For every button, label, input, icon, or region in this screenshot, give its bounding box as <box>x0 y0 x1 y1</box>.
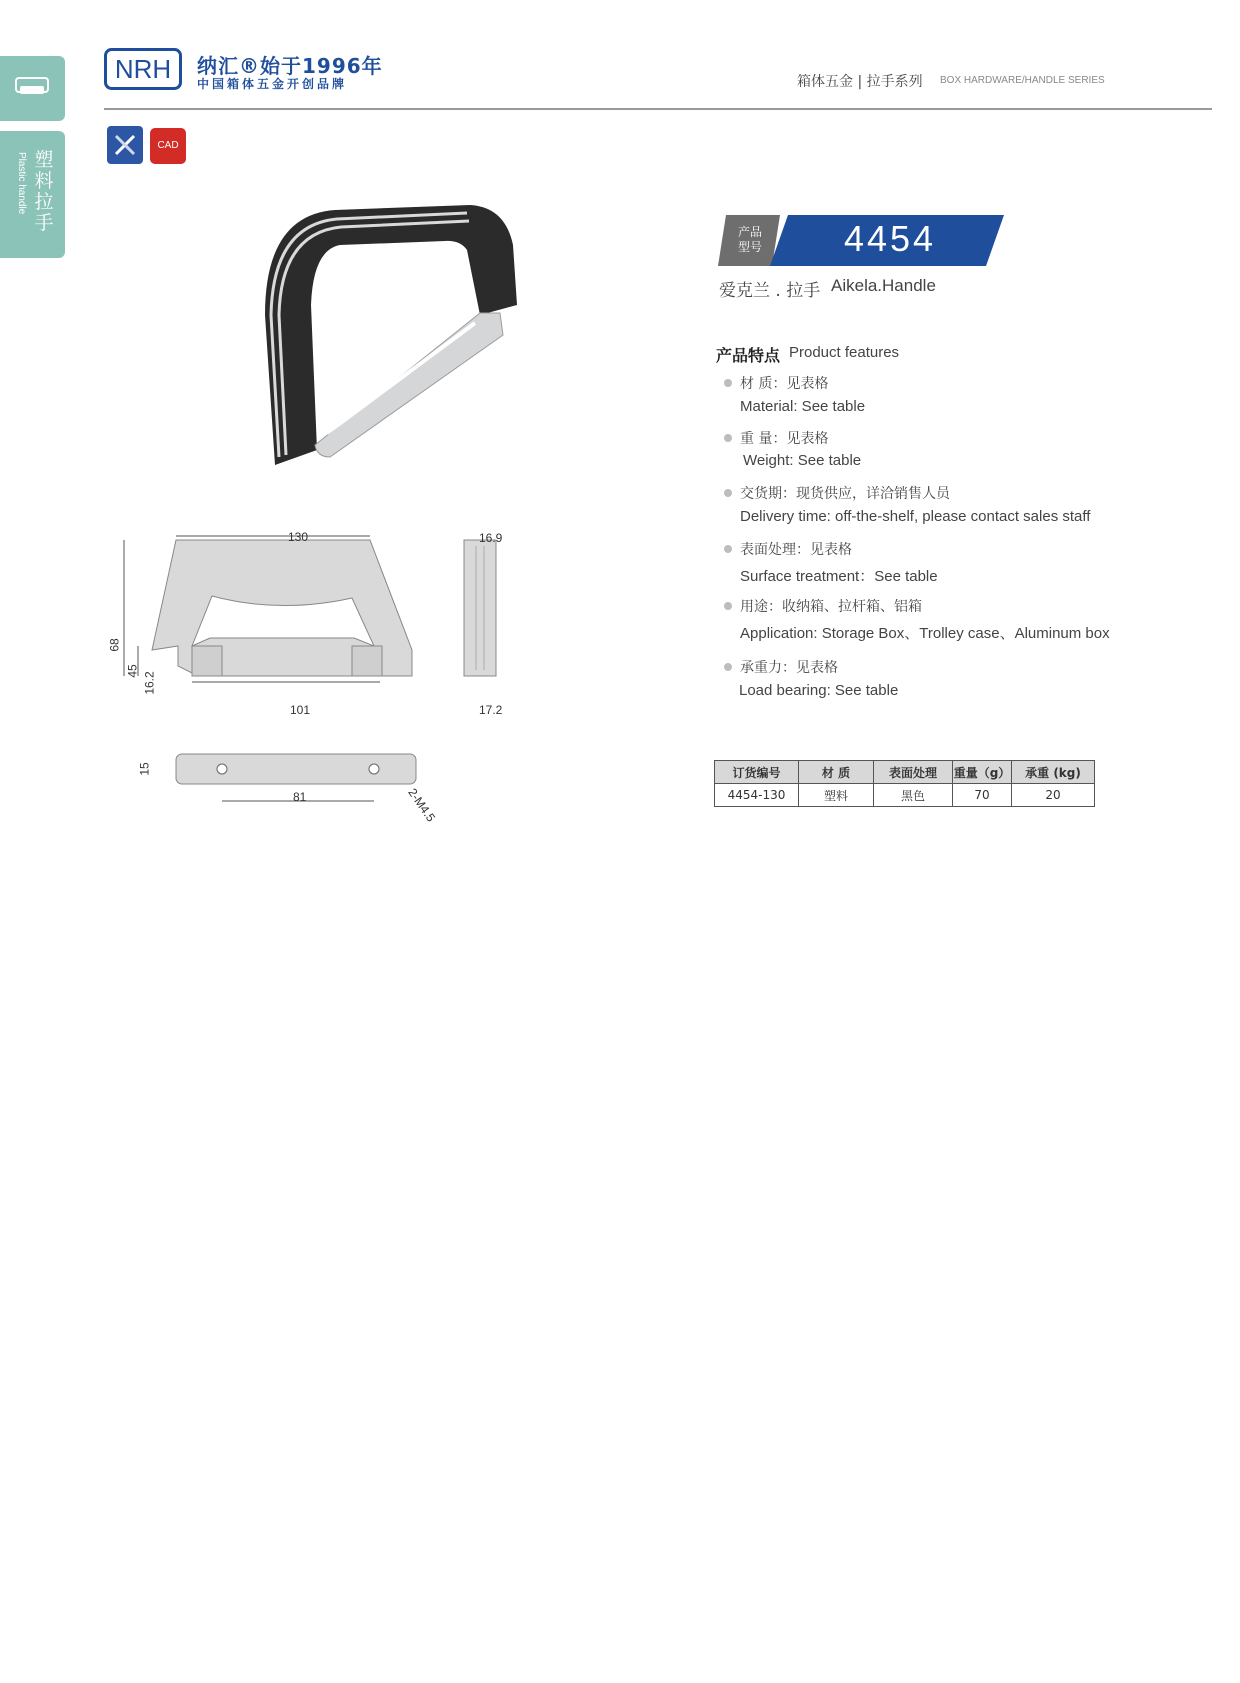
feature-delivery-cn: 交货期：现货供应，详洽销售人员 <box>740 486 950 502</box>
dim-total-width: 130 <box>288 530 309 544</box>
side-tab-icon-block[interactable] <box>0 56 65 121</box>
spec-cell-weight: 70 <box>953 784 1012 807</box>
side-tab-label-en: Plastic handle <box>16 152 27 215</box>
dim-screw-spec: 2-M4.5 <box>405 785 439 825</box>
feature-delivery-en: Delivery time: off-the-shelf, please contact sales staff <box>740 508 1091 525</box>
features-title-en: Product features <box>789 344 900 361</box>
feature-surface-cn: 表面处理：见表格 <box>740 542 852 558</box>
handle-icon <box>0 56 65 121</box>
features-title: 产品特点 <box>716 346 781 365</box>
dim-inner-width: 101 <box>290 703 311 717</box>
feature-load-cn: 承重力：见表格 <box>740 660 838 676</box>
product-name-cn: 爱克兰 . 拉手 <box>719 281 821 301</box>
model-label: 产品 型号 <box>737 225 762 254</box>
front-view-drawing <box>104 526 524 826</box>
dim-base-height: 16.2 <box>142 671 157 695</box>
series-title-en: BOX HARDWARE/HANDLE SERIES <box>940 75 1105 86</box>
spec-cell-load: 20 <box>1012 784 1095 807</box>
spec-header-weight: 重量（g） <box>953 761 1012 784</box>
design-tools-icon[interactable] <box>107 126 143 164</box>
spec-cell-order-no: 4454-130 <box>715 784 799 807</box>
feature-surface-en: Surface treatment：See table <box>740 568 938 585</box>
feature-bullet <box>724 545 732 553</box>
feature-bullet <box>724 489 732 497</box>
series-title: 箱体五金 | 拉手系列 <box>797 74 923 90</box>
product-photo <box>255 195 525 495</box>
spec-table-header-row <box>715 761 1095 784</box>
dim-hole-spacing: 81 <box>293 790 307 804</box>
feature-bullet <box>724 602 732 610</box>
brand-slogan: 纳汇®始于1996年 <box>197 54 383 78</box>
spec-header-material: 材 质 <box>799 761 874 784</box>
side-tab-label-cn: 塑料拉手 <box>34 149 54 234</box>
pencil-ruler-icon <box>107 126 143 164</box>
spec-header-surface: 表面处理 <box>874 761 953 784</box>
product-name-en: Aikela.Handle <box>831 276 936 295</box>
dim-depth-bottom: 17.2 <box>479 703 503 717</box>
feature-application-cn: 用途：收纳箱、拉杆箱、铝箱 <box>740 599 922 615</box>
feature-bullet <box>724 434 732 442</box>
feature-weight-cn: 重 量：见表格 <box>740 431 829 447</box>
feature-bullet <box>724 379 732 387</box>
spec-table <box>714 760 1095 807</box>
spec-header-load: 承重 (kg) <box>1012 761 1095 784</box>
spec-header-order-no: 订货编号 <box>715 761 799 784</box>
spec-cell-material: 塑料 <box>799 784 874 807</box>
logo-text: NRH <box>114 54 172 84</box>
feature-weight-en: Weight: See table <box>743 452 862 469</box>
dim-total-height: 68 <box>107 638 122 652</box>
brand-subtitle: 中国箱体五金开创品牌 <box>197 77 348 91</box>
cad-download-icon[interactable]: CAD <box>150 128 186 164</box>
table-row <box>715 784 1095 807</box>
side-tab-plastic-handle[interactable] <box>0 131 65 258</box>
nrh-logo <box>104 48 182 90</box>
feature-load-en: Load bearing: See table <box>739 682 899 699</box>
dim-depth-top: 16.9 <box>479 531 503 545</box>
spec-cell-surface: 黑色 <box>874 784 953 807</box>
feature-bullet <box>724 663 732 671</box>
dim-bottom-height: 15 <box>137 762 152 776</box>
model-number: 4454 <box>843 218 937 259</box>
header-divider <box>104 108 1212 110</box>
feature-application-en: Application: Storage Box、Trolley case、Aluminum box <box>740 625 1110 642</box>
feature-material-en: Material: See table <box>740 398 866 415</box>
dim-small-mark: 45 <box>125 664 140 678</box>
feature-material-cn: 材 质：见表格 <box>740 376 829 392</box>
